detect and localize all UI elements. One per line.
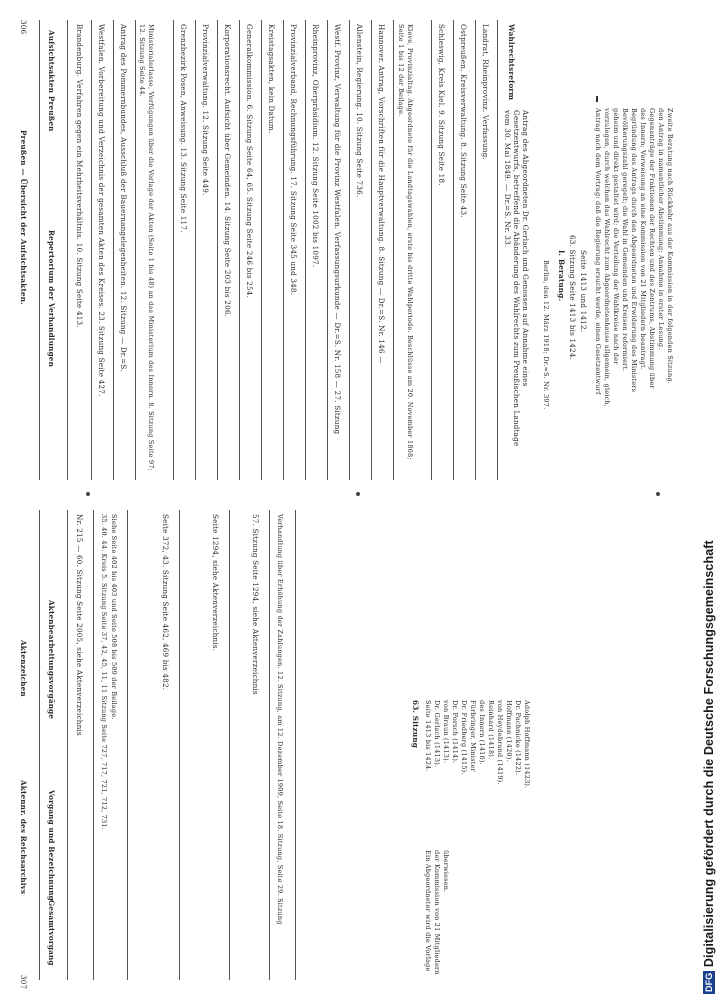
column-heading-left-2: Repertorium der Verhandlungen (47, 230, 56, 367)
body-line: den Antrag in namentlicher Abstimmung; Annahme in erster Lesung. (657, 108, 665, 350)
left-entry: Grenzbezirk Posen, Anweisung. 13. Sitzung Seite 117. (179, 24, 188, 233)
column-heading-right-1: Aktenbearbeitungsvorgänge (47, 600, 56, 720)
body-line: vorzulegen, durch welchen das Wahlrecht zum Abgeordnetenhause allgemein, gleich, (603, 108, 611, 408)
right-entry: Siehe Seite 402 bis 403 und Seite 508 bis 509 der Beilage. (110, 514, 118, 720)
right-entry: Nr. 215 — 60. Sitzung Seite 2005, siehe Aktenverzeichnis (75, 514, 84, 736)
ref-line: von Braun (1413). (442, 700, 450, 764)
left-entry: Provinzialverwaltung. 12. Sitzung Seite 449. (201, 24, 210, 196)
entry-rule (93, 510, 94, 980)
section-heading: Wahlrechtsreform (507, 24, 516, 101)
left-entry: Brandenburg. Verfahren gegen ein Mehrheitsverhältnis. 10. Sitzung Seite 413. (75, 24, 84, 328)
body-line: Zweite Beratung nach Rückkehr aus der Kommission in der folgenden Sitzung. (666, 108, 674, 384)
ref-line: Dr. Porsch (1414). (451, 700, 459, 764)
page-title-left: Preußen — Übersicht der Aufsichtsakten. (19, 130, 28, 305)
left-entry: Allenstein, Regierung. 10. Sitzung Seite 736. (355, 24, 364, 198)
body-line: Antrag nach dem Vortrag: daß die Regierung ersucht werde, einen Gesetzentwurf (594, 108, 602, 395)
column-heading-left-1: Aufsichtsakten Preußen (47, 30, 56, 132)
column-heading-right-2: Vorgang und Bezeichnung (47, 790, 56, 901)
ref-line: Fürbringer, Minister (469, 700, 477, 772)
header-rule-right (39, 510, 40, 980)
column-title-right: Aktenzeichen (19, 640, 28, 697)
right-entry: Verhandlung über Erhöhung der Zahlungen. 12. Sitzung, am 12. Dezember 1909, Seite 18. Sitzung, Seite 29. Sitzung (276, 514, 284, 925)
entry-rule (217, 20, 218, 480)
body-line: Begründung des Antrags durch den Abgeordneten und Erwiderung des Ministers (630, 108, 638, 393)
section-text: Antrag des Abgeordneten Dr. Gerlach und Genossen auf Annahme eines Gesetzentwurfs, betreffend die Abänderung des Wahlrechts zum Preußischen Landtage vom 30. Mai 1849. — Dr.=S. Nr. 33. (503, 110, 530, 447)
column-heading-right-3: Gesamtvorgang (47, 900, 56, 966)
left-entry: Hannover. Antrag, Vorschriften für die Hauptverwaltung. 8. Sitzung — Dr.=S. Nr. 146 — (377, 24, 386, 364)
gutter-mark (656, 492, 660, 496)
subheader-rule-right (67, 510, 68, 980)
left-entry: Ministerialerlasse, Verfügungen über die Vorlage der Akten (Seite 1 bis 48) an das Ministerium des Innern. 8. Sitzung Seite 97; 12. Sitzung Seite 44. (138, 24, 155, 472)
ref-line: Seite 1413 bis 1424. (424, 700, 432, 772)
entry-rule (431, 20, 432, 480)
entry-rule (113, 20, 114, 480)
entry-rule (229, 510, 230, 980)
entry-rule (195, 20, 196, 480)
body-line: Gegenanträge der Fraktionen der Rechten und des Zentrums, Abstimmung über (648, 108, 656, 389)
left-entry: Westfalen. Vorbereitung und Verzeichnis der gesamten Akten des Kreises. 23. Sitzung Seite 427. (97, 24, 106, 397)
page-number-left: 306 (19, 20, 28, 35)
ref-line: Dr. Pachnicke (1422). (514, 700, 522, 776)
session-number: 63. Sitzung (411, 700, 420, 749)
column-title-right-2: Aktennr. des Reichsarchivs (19, 780, 28, 895)
left-entry: Generalkommission. 6. Sitzung Seite 64, 65. Sitzung Seite 246 bis 254. (245, 24, 254, 299)
sub-line-2: Seite 1413 und 1412. (579, 250, 588, 333)
entry-rule (497, 20, 498, 480)
left-entry: Antrag des Pommernbundes, Ausschluß der Bauernangelegenheiten. 12. Sitzung — Dr.=S. (119, 24, 128, 372)
left-entry: Schleswig, Kreis Kiel. 9. Sitzung Seite 18. (437, 24, 446, 186)
entry-rule (349, 20, 350, 480)
page-number-right: 307 (19, 975, 28, 990)
body-line: Bevölkerungszahl geregelt; die Wahl in Gemeinden und Kreisen reformiert. (621, 108, 629, 372)
body-line: des Innern; Verweisung an eine Kommission von 21 Mitgliedern beantragt. (639, 108, 647, 371)
header-rule-left (39, 20, 40, 480)
side-line: überwiesen. (442, 850, 450, 893)
entry-rule (127, 510, 128, 980)
left-entry: Provinzialverband, Rechnungsführung. 17. Sitzung Seite 345 und 348. (289, 24, 298, 296)
entry-rule (475, 20, 476, 480)
entry-rule (261, 20, 262, 480)
entry-rule (135, 20, 136, 480)
ref-line: Adolph Hoffmann (1423). (523, 700, 531, 789)
left-entry: Korporationsrecht. Aufsicht über Gemeinden. 14. Sitzung Seite 203 bis 206. (223, 24, 232, 318)
sub-line-1: 63. Sitzung Seite 1413 bis 1424. (568, 235, 577, 361)
entry-rule (91, 20, 92, 480)
subheader-rule-left (67, 20, 68, 480)
right-entry: Seite 372, 43. Sitzung Seite 462, 469 bis 482. (161, 514, 170, 691)
ref-line: Hoffmann (1420). (505, 700, 513, 762)
entry-rule (305, 20, 306, 480)
entry-rule (371, 20, 372, 480)
gutter-mark (356, 492, 360, 496)
ref-line: Dr. Friedberg (1415). (460, 700, 468, 775)
entry-rule (327, 20, 328, 480)
entry-rule (239, 20, 240, 480)
section-aside: Berlin, den 12. März 1918; Dr.=S. Nr. 397. (542, 260, 550, 410)
entry-rule (295, 510, 296, 980)
entry-rule (179, 510, 180, 980)
side-line: Ein Abgeordneter wird die Vorlage (424, 850, 432, 972)
left-entry: Rheinprovinz, Oberpräsidium. 12. Sitzung Seite 1002 bis 1097. (311, 24, 320, 268)
funding-text: Digitalisierung gefördert durch die Deutsche Forschungsgemeinschaft (702, 540, 716, 968)
ref-line: Dr. Gerlach (1413). (433, 700, 441, 768)
dfg-funding-badge (700, 0, 719, 1000)
ref-line: des Innern (1416). (478, 700, 486, 765)
left-entry: Landrat, Rheinprovinz. Verfassung. (481, 24, 490, 160)
dfg-logo: DFG (704, 972, 714, 992)
left-entry: Kleve, Provinzialtag. Abgeordnete für die Landtagswahlen, erste bis dritte Wahlperiode. Beschlüsse am 20. November 1868; Seite 1 bis 12 der Beilage. (397, 24, 414, 460)
side-line: der Kommission von 21 Mitgliedern (433, 850, 441, 975)
entry-rule (453, 20, 454, 480)
right-entry: Seite 1294, siehe Aktenverzeichnis. (211, 514, 220, 652)
left-entry: Westf. Provinz, Verwaltung für die Provinz Westfalen. Verfassungsurkunde — Dr.=S. Nr. 158 — 27. Sitzung (333, 24, 342, 435)
right-entry: 57. Sitzung Seite 1294, siehe Aktenverzeichnis (251, 514, 260, 695)
right-entry: 35. 40. 44. Kreis 5. Sitzung Seite 37, 42, 45, 11, 11 Sitzung Seite 727, 717, 721, 712, 731. (100, 514, 108, 830)
ref-line: von Heydebrand (1419). (496, 700, 504, 785)
sub-heading: I. Beratung. (557, 250, 566, 302)
entry-rule (173, 20, 174, 480)
gutter-mark (86, 492, 90, 496)
dash-mark (596, 96, 598, 102)
ref-line: Reinhard (1418). (487, 700, 495, 760)
entry-rule (393, 20, 394, 480)
funding-note (702, 8, 718, 998)
entry-rule (283, 20, 284, 480)
left-entry: Kreistagsakten, kein Datum. (267, 24, 276, 134)
entry-rule (269, 510, 270, 980)
body-line: geheim und direkt gestaltet wird; die Verteilung der Wahlkreise nach der (612, 108, 620, 365)
left-entry: Ostpreußen, Kreisverwaltung. 8. Sitzung Seite 43. (459, 24, 468, 218)
